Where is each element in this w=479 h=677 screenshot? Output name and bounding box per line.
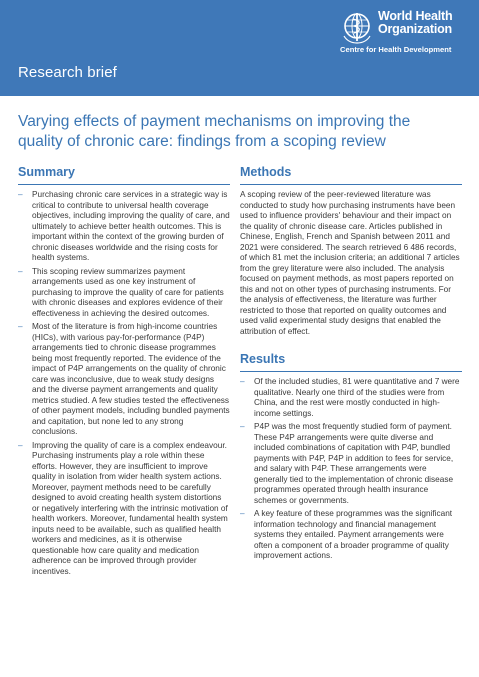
- results-bullet: [240, 422, 462, 506]
- document-title: Varying effects of payment mechanisms on improving the quality of chronic care: findings from a scoping review: [18, 113, 411, 150]
- results-section: [240, 350, 462, 562]
- brief-type-label: Research brief: [18, 64, 117, 81]
- summary-column: [18, 163, 230, 580]
- summary-list: [18, 190, 230, 577]
- results-list: [240, 377, 462, 562]
- bullet-text: Improving the quality of care is a complex endeavour. Purchasing instruments play a role within these efforts. However, they are insufficient to improve quality in isolation from wider health system actions. Moreover, payment methods need to be carefully designed to avoid creating health system distortions or negatively interfering with the intrinsic motivation of health workers. Moreover, fundamental health system inputs need to be available, such as qualified health workers and medicines, as it is otherwise questionable how care quality and medication adherence can be improved through provider incentives.: [32, 440, 228, 576]
- org-unit: Centre for Health Development: [340, 45, 452, 54]
- org-name-line2: Organization: [378, 22, 452, 36]
- results-bullet: [240, 509, 462, 562]
- bullet-text: P4P was the most frequently studied form of payment. These P4P arrangements were quite diverse and included combinations of capitation with P4P, bundled payments with P4P, P4P in addition to fees for service, and salary with P4P. These arrangements were generally tied to the implementation of chronic disease programmes operated through health insurance schemes or governments.: [254, 422, 454, 505]
- bullet-dash: –: [18, 440, 23, 450]
- who-emblem-icon: [340, 10, 374, 44]
- org-name: [378, 10, 452, 36]
- bullet-text: Purchasing chronic care services in a strategic way is critical to contribute to universal health coverage objectives, including improving the quality of care, and ultimately to achieve better health outcomes. This is important within the context of the growing burden of chronic diseases worldwide and the rising costs for health systems.: [32, 190, 230, 262]
- results-bullet: [240, 377, 462, 419]
- methods-results-column: [240, 163, 462, 565]
- summary-heading: Summary: [18, 163, 230, 185]
- bullet-text: A key feature of these programmes was the significant information technology and financial management systems they entailed. Payment arrangements were often a component of a broader programme of quality improvement actions.: [254, 509, 453, 560]
- header-band: [0, 0, 479, 96]
- bullet-dash: –: [240, 422, 245, 431]
- summary-bullet: [18, 322, 230, 438]
- bullet-dash: –: [18, 322, 23, 331]
- bullet-dash: –: [240, 377, 245, 386]
- methods-heading: Methods: [240, 163, 462, 185]
- who-logo: [340, 8, 472, 52]
- bullet-dash: –: [18, 190, 23, 199]
- summary-bullet: [18, 190, 230, 264]
- results-heading: Results: [240, 350, 462, 372]
- summary-bullet: [18, 441, 230, 578]
- org-name-line1: World Health: [378, 9, 453, 23]
- bullet-text: Of the included studies, 81 were quantitative and 7 were qualitative. Nearly one third of the studies were from China, and the rest were mostly conducted in high-income settings.: [254, 377, 460, 418]
- methods-paragraph: A scoping review of the peer-reviewed literature was conducted to study how purchasing instruments have been used to influence providers' behaviour and their impact on the quality of chronic disease care. Articles published in Chinese, English, French and Spanish between 2011 and 2021 were considered. The search retrieved 6 486 records, of which 81 met the inclusion criteria; an additional 7 articles from the grey literature were also included. The analysis focused on payment methods, as most papers reported on this and not on other types of purchasing instruments. For the analysis of effectiveness, the literature was further restricted to those that reported on quality outcomes and used valid experimental study designs that enabled the attribution of effect.: [240, 190, 460, 336]
- bullet-dash: –: [240, 509, 245, 518]
- bullet-dash: –: [18, 266, 23, 276]
- bullet-text: Most of the literature is from high-income countries (HICs), with various pay-for-performance (P4P) arrangements tied to chronic disease programmes being most frequently reported. The evidence of the impact of P4P arrangements on the quality of chronic care was inconclusive, due to weak study designs and the diverse payment arrangements and quality metrics studied. A few studies tested the effectiveness of other payment models, including bundled payments and capitation, but none led to any strong conclusions.: [32, 322, 230, 436]
- summary-bullet: [18, 267, 230, 320]
- bullet-text: This scoping review summarizes payment arrangements used as one key instrument of purchasing to improve the quality of care for patients with chronic diseases and explores evidence of their effectiveness in achieving the desired outcomes.: [32, 266, 224, 318]
